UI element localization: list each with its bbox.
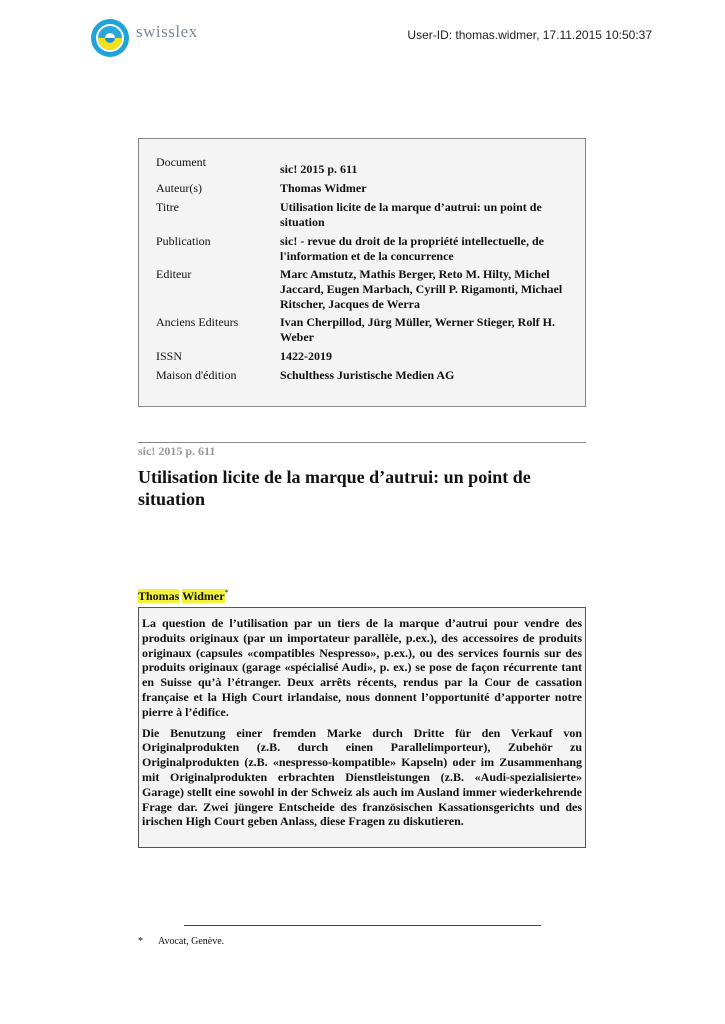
- abstract-box: [138, 607, 586, 848]
- meta-value: 1422-2019: [280, 349, 332, 363]
- article-author: [138, 588, 229, 604]
- meta-value: Utilisation licite de la marque d’autrui: un point de situation: [280, 200, 542, 229]
- abstract-french: La question de l’utilisation par un tiers de la marque d’autrui pour vendre des produits originaux (par un importateur parallèle, p.ex.), des accessoires de produits originaux (capsules «compatibles Nespresso», p.ex.), ou des services fournis sur des produits originaux (garage «spécialisé Audi», p. ex.) se pose de façon récurrente tant en Suisse qu’à l’étranger. Deux arrêts récents, rendus par la Cour de cassation française et la High Court irlandaise, nous donnent l’opportunité d’apporter notre pierre à l’édifice.: [142, 616, 582, 719]
- meta-label: Editeur: [156, 267, 192, 281]
- swisslex-logo-icon: [90, 18, 130, 58]
- logo-text: swisslex: [136, 22, 198, 41]
- meta-label: Document: [156, 155, 206, 169]
- author-last-name: Widmer: [182, 589, 225, 603]
- meta-label: Maison d'édition: [156, 368, 237, 382]
- meta-value: sic! - revue du droit de la propriété intellectuelle, de l'information et de la concurrence: [280, 234, 544, 263]
- meta-value: Schulthess Juristische Medien AG: [280, 368, 455, 382]
- footnote-text: Avocat, Genève.: [158, 936, 225, 947]
- author-footnote-mark[interactable]: *: [224, 588, 229, 597]
- meta-value: sic! 2015 p. 611: [280, 162, 358, 176]
- document-metadata-box: [138, 138, 586, 407]
- article-reference: sic! 2015 p. 611: [138, 442, 586, 459]
- footnote-divider: [184, 925, 541, 926]
- meta-label: Titre: [156, 200, 179, 214]
- meta-label: Auteur(s): [156, 181, 202, 195]
- meta-value: Marc Amstutz, Mathis Berger, Reto M. Hilty, Michel Jaccard, Eugen Marbach, Cyrill P. Rigamonti, Michael Ritscher, Jacques de Werra: [280, 267, 563, 311]
- user-id-stamp: User-ID: thomas.widmer, 17.11.2015 10:50:37: [407, 28, 652, 42]
- footnote-mark: *: [138, 936, 143, 947]
- meta-label: ISSN: [156, 349, 183, 363]
- meta-value: Ivan Cherpillod, Jürg Müller, Werner Stieger, Rolf H. Weber: [280, 315, 555, 344]
- meta-label: Anciens Editeurs: [156, 315, 239, 329]
- abstract-german: Die Benutzung einer fremden Marke durch Dritte für den Verkauf von Originalprodukten (z.B. durch einen Parallelimporteur), Zubehör zu Originalprodukten (z.B. «nespresso-kompatible» Kapseln) oder im Zusammenhang mit Originalprodukten erbrachten Dienstleistungen (z.B. «Audi-spezialisierte» Garage) stellt eine sowohl in der Schweiz als auch im Ausland immer wiederkehrende Frage dar. Zwei jüngere Entscheide des französischen Kassationsgerichts und des irischen High Court geben Anlass, diese Fragen zu diskutieren.: [142, 725, 582, 829]
- author-first-name: Thomas: [138, 589, 180, 603]
- article-title: Utilisation licite de la marque d’autrui: un point de situation: [138, 467, 531, 509]
- meta-value: Thomas Widmer: [280, 181, 367, 195]
- meta-label: Publication: [156, 234, 211, 248]
